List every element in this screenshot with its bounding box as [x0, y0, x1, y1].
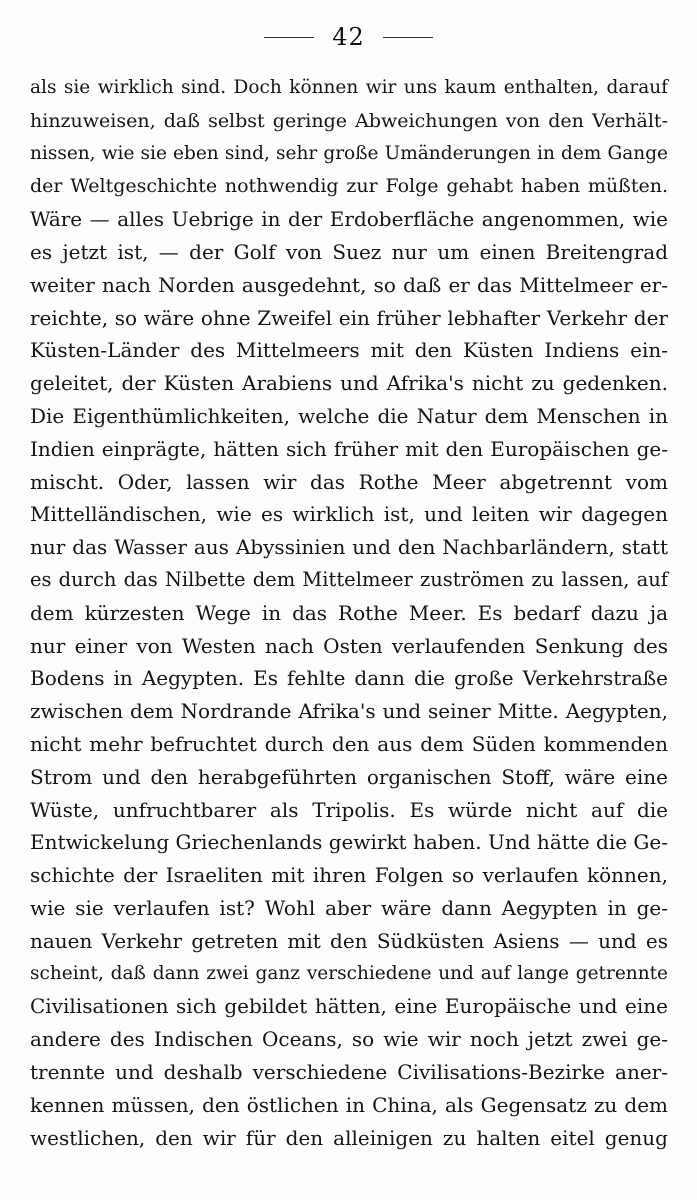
- text-line: schichte der Israeliten mit ihren Folgen so verlaufen können,: [30, 863, 668, 888]
- text-line: nissen, wie sie eben sind, sehr große Umänderungen in dem Gange: [30, 142, 668, 164]
- text-line: nur einer von Westen nach Osten verlaufenden Senkung des: [30, 633, 668, 658]
- text-line: kennen müssen, den östlichen in China, als Gegensatz zu dem: [30, 1092, 668, 1117]
- text-line: nauen Verkehr getreten mit den Südküsten Asiens — und es: [30, 928, 668, 953]
- text-line: als sie wirklich sind. Doch können wir uns kaum enthalten, darauf: [30, 77, 668, 98]
- page-number: 42: [332, 23, 365, 51]
- text-line: wie sie verlaufen ist? Wohl aber wäre dann Aegypten in ge-: [30, 895, 668, 920]
- text-line: zwischen dem Nordrande Afrika's und seiner Mitte. Aegypten,: [30, 699, 668, 724]
- text-line: Wüste, unfruchtbarer als Tripolis. Es würde nicht auf die: [30, 797, 668, 822]
- text-line: Civilisationen sich gebildet hätten, eine Europäische und eine: [30, 994, 668, 1019]
- text-line: Mittelländischen, wie es wirklich ist, und leiten wir dagegen: [30, 502, 668, 527]
- text-line: hinzuweisen, daß selbst geringe Abweichungen von den Verhält-: [30, 109, 668, 132]
- text-line: nicht mehr befruchtet durch den aus dem Süden kommenden: [30, 731, 668, 756]
- text-line: westlichen, den wir für den alleinigen zu halten eitel genug: [30, 1125, 668, 1150]
- text-line: dem kürzesten Wege in das Rothe Meer. Es bedarf dazu ja: [30, 600, 668, 625]
- header-rule-right: [383, 37, 433, 38]
- text-line: Küsten-Länder des Mittelmeers mit den Küsten Indiens ein-: [30, 338, 668, 363]
- text-line: weiter nach Norden ausgedehnt, so daß er das Mittelmeer er-: [30, 272, 668, 297]
- text-line: es durch das Nilbette dem Mittelmeer zuströmen zu lassen, auf: [30, 567, 668, 591]
- text-line: mischt. Oder, lassen wir das Rothe Meer abgetrennt vom: [30, 469, 668, 494]
- text-line: Bodens in Aegypten. Es fehlte dann die große Verkehrstraße: [30, 666, 668, 691]
- text-line: Strom und den herabgeführten organischen Stoff, wäre eine: [30, 764, 668, 789]
- text-line: scheint, daß dann zwei ganz verschiedene und auf lange getrennte: [30, 962, 668, 984]
- text-line: Entwickelung Griechenlands gewirkt haben. Und hätte die Ge-: [30, 830, 668, 855]
- text-line: Die Eigenthümlichkeiten, welche die Natur dem Menschen in: [30, 403, 668, 428]
- text-line: Indien einprägte, hätten sich früher mit den Europäischen ge-: [30, 436, 668, 461]
- text-line: der Weltgeschichte nothwendig zur Folge gehabt haben müßten.: [30, 175, 668, 198]
- text-line: geleitet, der Küsten Arabiens und Afrika's nicht zu gedenken.: [30, 371, 668, 396]
- text-line: andere des Indischen Oceans, so wie wir noch jetzt zwei ge-: [30, 1027, 668, 1052]
- body-text: [30, 72, 668, 1154]
- text-line: Wäre — alles Uebrige in der Erdoberfläche angenommen, wie: [30, 207, 668, 232]
- text-line: es jetzt ist, — der Golf von Suez nur um einen Breitengrad: [30, 239, 668, 264]
- header-rule-left: [264, 37, 314, 38]
- page-header: [0, 22, 697, 52]
- text-line: trennte und deshalb verschiedene Civilisations-Bezirke aner-: [30, 1059, 668, 1084]
- text-line: reichte, so wäre ohne Zweifel ein früher lebhafter Verkehr der: [30, 305, 668, 330]
- text-line: nur das Wasser aus Abyssinien und den Nachbarländern, statt: [30, 535, 668, 560]
